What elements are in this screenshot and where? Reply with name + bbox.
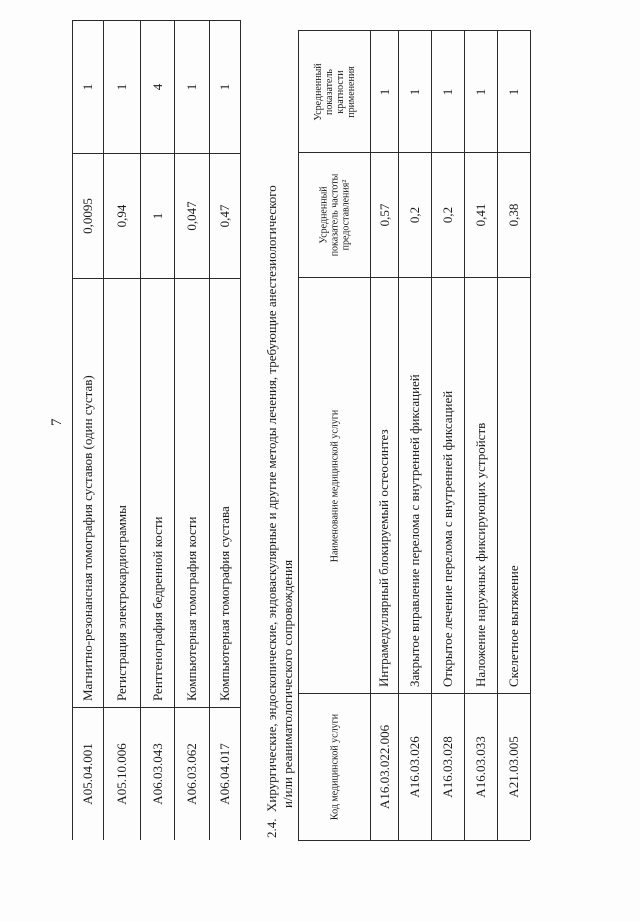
table1-code-text: A06.03.062 [184, 742, 199, 805]
table1-name-text: Регистрация электрокардиограммы [114, 505, 129, 701]
table2-mult-text: 1 [440, 88, 455, 95]
table2-name-text: Открытое лечение перелома с внутренней фиксацией [440, 390, 455, 687]
header-name-text: Наименование медицинской услуги [329, 409, 340, 562]
table-header-multiplicity [299, 31, 370, 152]
header-freq-text: Усредненный показатель частоты предоставления² [318, 173, 351, 257]
table2-code-text: A21.03.005 [506, 736, 521, 798]
table-cell-frequency [432, 153, 464, 277]
table-cell-multiplicity [432, 31, 464, 152]
table-cell-name [210, 278, 240, 707]
table1-freq-text: 1 [149, 212, 165, 219]
table-cell-name [175, 278, 209, 707]
table-cell-code [141, 707, 174, 840]
table-cell-name [399, 278, 431, 693]
table2-mult-text: 1 [506, 88, 521, 95]
table2-name-text: Интрамедуллярный блокируемый остеосинтез [376, 429, 391, 687]
table-cell-code [210, 707, 240, 840]
table1-freq-text: 0,047 [184, 200, 199, 231]
header-mult-text: Усредненный показатель кратности применения [312, 62, 357, 121]
table-cell-frequency [73, 153, 103, 278]
table-cell-multiplicity [371, 31, 398, 152]
table1-code-text: A05.10.006 [114, 742, 129, 805]
table1-name-text: Магнитно-резонансная томография суставов (один сустав) [80, 375, 95, 701]
table-cell-frequency [399, 153, 431, 277]
table-cell-code [73, 707, 103, 840]
table-cell-multiplicity [141, 20, 174, 153]
table1-mult-text: 1 [217, 83, 232, 90]
section-title-line2: и/или реаниматологического сопровождения [280, 559, 295, 808]
table-cell-name [371, 278, 398, 693]
table-cell-code [465, 694, 497, 840]
table-cell-name [498, 278, 530, 693]
table-cell-frequency [465, 153, 497, 277]
table1-name-text: Компьютерная томография кости [184, 516, 199, 701]
table-cell-name [432, 278, 464, 693]
table-cell-code [104, 707, 140, 840]
table1-mult-text: 1 [114, 83, 129, 90]
table1-freq-text: 0,94 [114, 204, 129, 227]
table-cell-frequency [141, 153, 174, 278]
table2-code-text: A16.03.033 [473, 736, 488, 798]
section-title-continuation [281, 560, 295, 808]
table2-mult-text: 1 [376, 88, 392, 95]
table-cell-multiplicity [465, 31, 497, 152]
section-number: 2.4. [264, 818, 279, 838]
table2-freq-text: 0,38 [506, 203, 521, 227]
table2-code-text: A16.03.026 [407, 736, 422, 798]
table-cell-frequency [371, 153, 398, 277]
table-cell-multiplicity [104, 20, 140, 153]
table2-freq-text: 0,2 [440, 206, 455, 224]
table-cell-multiplicity [73, 20, 103, 153]
table1-name-text: Рентгенография бедренной кости [150, 516, 165, 701]
table2-name-text: Закрытое вправление перелома с внутренней фиксацией [407, 374, 422, 687]
table1-freq-text: 0,47 [217, 204, 232, 227]
table1-mult-text: 1 [80, 83, 95, 90]
table-cell-name [465, 278, 497, 693]
table2-col-border [298, 840, 530, 841]
header-code-text: Код медицинской услуги [329, 713, 340, 821]
table-cell-code [432, 694, 464, 840]
table1-name-text: Компьютерная томография сустава [217, 506, 232, 701]
table1-code-text: A06.04.017 [217, 742, 232, 805]
table-cell-multiplicity [498, 31, 530, 152]
table-cell-code [175, 707, 209, 840]
table2-freq-text: 0,2 [407, 206, 422, 224]
table2-freq-text: 0,57 [376, 203, 392, 227]
section-title-line1: Хирургические, эндоскопические, эндоваскулярные и другие методы лечения, требующие анестезиологического [264, 185, 279, 812]
table-header-frequency [299, 153, 370, 277]
table2-mult-text: 1 [473, 88, 488, 95]
table2-mult-text: 1 [407, 88, 422, 95]
table-cell-multiplicity [210, 20, 240, 153]
table2-name-text: Наложение наружных фиксирующих устройств [473, 422, 488, 687]
table2-code-text: A16.03.022.006 [376, 724, 392, 810]
table-cell-name [141, 278, 174, 707]
table-cell-frequency [104, 153, 140, 278]
table-cell-frequency [210, 153, 240, 278]
table-cell-multiplicity [175, 20, 209, 153]
section-number-title [265, 185, 279, 838]
table1-mult-text: 1 [184, 83, 199, 90]
table-header-code [299, 694, 370, 840]
table-cell-name [104, 278, 140, 707]
table-header-name [299, 278, 370, 693]
table-cell-frequency [498, 153, 530, 277]
table1-row-border [240, 20, 241, 840]
table-cell-code [498, 694, 530, 840]
page-number-text: 7 [49, 418, 65, 426]
page-number [50, 419, 65, 427]
table1-freq-text: 0,0095 [80, 197, 95, 234]
table2-row-border [530, 30, 531, 840]
table-cell-name [73, 278, 103, 707]
table-cell-multiplicity [399, 31, 431, 152]
table1-mult-text: 4 [149, 83, 165, 90]
table-cell-code [371, 694, 398, 840]
table2-code-text: A16.03.028 [440, 736, 455, 798]
table1-code-text: A05.04.001 [80, 742, 95, 805]
table1-code-text: A06.03.043 [149, 742, 165, 805]
table-cell-frequency [175, 153, 209, 278]
table2-name-text: Скелетное вытяжение [506, 565, 521, 687]
table-cell-code [399, 694, 431, 840]
table2-freq-text: 0,41 [473, 203, 488, 227]
